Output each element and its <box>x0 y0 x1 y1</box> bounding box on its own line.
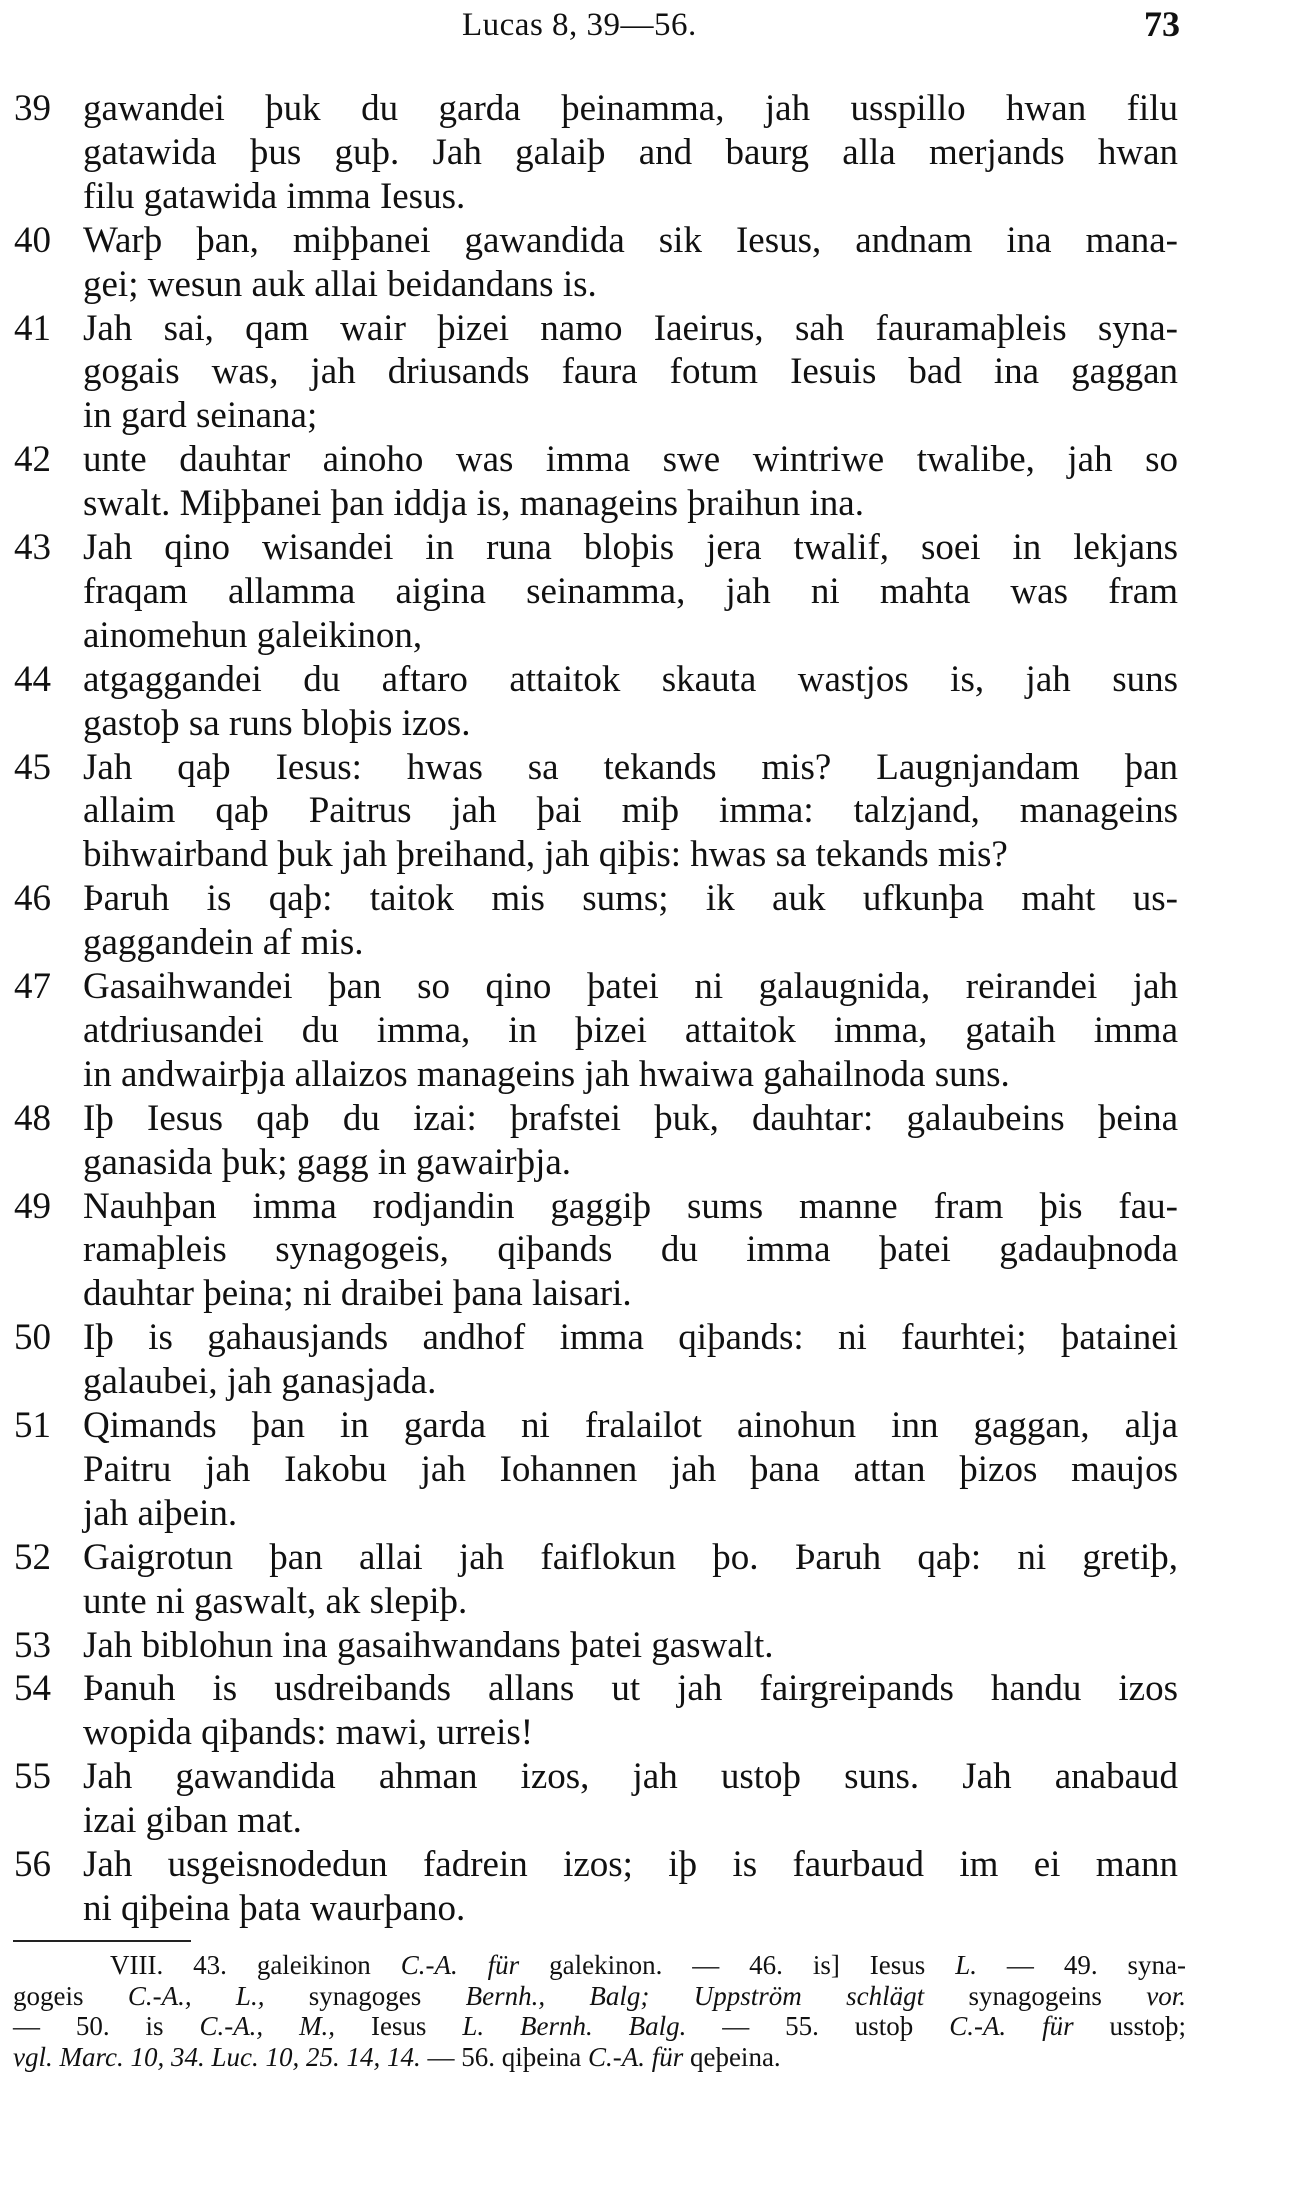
verse-line-text: ganasida þuk; gagg in gawairþja. <box>83 1141 572 1183</box>
verse-line-text: Jah usgeisnodedun fadrein izos; iþ is faurbaud im ei mann <box>83 1844 1178 1885</box>
footnote-text: galekinon. — 46. is] Iesus <box>519 1950 956 1980</box>
verse-line <box>0 1404 1304 1448</box>
verse-number: 44 <box>14 658 51 700</box>
verse-number: 45 <box>14 746 51 788</box>
verse-line <box>0 1755 1304 1799</box>
verse-line-text: jah aiþein. <box>83 1492 238 1534</box>
verse-line <box>0 1887 1304 1931</box>
verse-line <box>0 1185 1304 1229</box>
verse-line <box>0 438 1304 482</box>
verse-line <box>0 394 1304 438</box>
footnote-siglum: C.-A., M., <box>199 2011 336 2041</box>
verse-line-text: gogais was, jah driusands faura fotum Iesuis bad ina gaggan <box>83 351 1178 393</box>
verse-number: 54 <box>14 1668 51 1710</box>
verse-line <box>0 350 1304 394</box>
verse-line <box>0 789 1304 833</box>
verse-line <box>0 1799 1304 1843</box>
footnote-siglum: L. Bernh. Balg. <box>462 2011 687 2041</box>
verse-line <box>0 746 1304 790</box>
verse-line <box>0 1624 1304 1668</box>
verse-line <box>0 1536 1304 1580</box>
verse-line-text: Jah biblohun ina gasaihwandans þatei gaswalt. <box>83 1624 774 1666</box>
footnote-siglum: vgl. Marc. 10, 34. Luc. 10, 25. 14, 14. <box>13 2041 421 2072</box>
footnote-line <box>13 1981 1186 2011</box>
footnote-siglum: C.-A. für <box>587 2041 684 2072</box>
verse-line <box>0 87 1304 131</box>
verse-line-text: Iþ Iesus qaþ du izai: þrafstei þuk, dauhtar: galaubeins þeina <box>83 1097 1178 1139</box>
verse-number: 49 <box>14 1185 51 1227</box>
verse-line <box>0 1272 1304 1316</box>
footnote-text: synagoges <box>264 1980 466 2011</box>
footnote-text: usstoþ; <box>1073 2011 1186 2041</box>
footnote-siglum: vor. <box>1146 1980 1187 2011</box>
verse-line <box>0 131 1304 175</box>
footnote-text: Iesus <box>335 2011 463 2041</box>
verse-line-text: gei; wesun auk allai beidandans is. <box>83 263 597 305</box>
verse-line-text: in andwairþja allaizos manageins jah hwaiwa gahailnoda suns. <box>83 1053 1010 1095</box>
verse-line-text: fraqam allamma aigina seinamma, jah ni mahta was fram <box>83 570 1178 612</box>
footnote-text: VIII. 43. galeikinon <box>110 1950 401 1980</box>
footnote-siglum: C.-A. für <box>400 1950 520 1980</box>
verse-line-text: filu gatawida imma Iesus. <box>83 175 466 217</box>
verse-line <box>0 1228 1304 1272</box>
verse-line-text: ni qiþeina þata waurþano. <box>83 1887 466 1929</box>
verse-line-text: swalt. Miþþanei þan iddja is, manageins þraihun ina. <box>83 483 864 525</box>
footnote-line <box>13 2011 1186 2041</box>
verse-number: 43 <box>14 527 51 568</box>
footnote-text: — 56. qiþeina <box>420 2041 588 2072</box>
verse-line-text: Jah gawandida ahman izos, jah ustoþ suns. Jah anabaud <box>83 1756 1178 1798</box>
verse-number: 42 <box>14 439 51 481</box>
verse-line <box>0 1360 1304 1404</box>
footnote-text: gogeis <box>13 1980 128 2011</box>
footnote-siglum: C.-A., L., <box>127 1980 265 2011</box>
verse-line <box>0 1492 1304 1536</box>
verse-number: 50 <box>14 1317 51 1359</box>
footnote-siglum: Bernh., Balg; Uppström schlägt <box>465 1980 925 2011</box>
verse-number: 53 <box>14 1624 51 1666</box>
verse-line-text: allaim qaþ Paitrus jah þai miþ imma: talzjand, manageins <box>83 790 1178 832</box>
verse-line <box>0 307 1304 351</box>
verse-line-text: atdriusandei du imma, in þizei attaitok imma, gataih imma <box>83 1009 1178 1051</box>
verse-line <box>0 833 1304 877</box>
verse-line <box>0 1711 1304 1755</box>
verse-line-text: ainomehun galeikinon, <box>83 614 423 656</box>
verse-line-text: dauhtar þeina; ni draibei þana laisari. <box>83 1273 632 1315</box>
verse-line <box>0 658 1304 702</box>
verse-line <box>0 482 1304 526</box>
verse-number: 56 <box>14 1844 51 1885</box>
verse-number: 52 <box>14 1536 51 1578</box>
verse-line-text: Paitru jah Iakobu jah Iohannen jah þana attan þizos maujos <box>83 1448 1178 1490</box>
verse-line-text: atgaggandei du aftaro attaitok skauta wastjos is, jah suns <box>83 658 1178 700</box>
verse-line <box>0 1141 1304 1185</box>
page-number: 73 <box>1144 4 1180 44</box>
verse-line-text: wopida qiþands: mawi, urreis! <box>83 1712 534 1754</box>
running-title: Lucas 8, 39—56. <box>462 7 697 43</box>
verse-line <box>0 1009 1304 1053</box>
verse-number: 40 <box>14 219 51 261</box>
verse-line <box>0 614 1304 658</box>
footnote-text: — 49. syna- <box>976 1950 1186 1980</box>
verse-line-text: Þaruh is qaþ: taitok mis sums; ik auk ufkunþa maht us- <box>83 878 1178 920</box>
footnote-text: — 50. is <box>13 2011 200 2041</box>
verse-line <box>0 1053 1304 1097</box>
footnote-text: synagogeins <box>924 1980 1147 2011</box>
verse-line <box>0 570 1304 614</box>
verse-line-text: gaggandein af mis. <box>83 922 364 964</box>
verse-line-text: Gasaihwandei þan so qino þatei ni galaugnida, reirandei jah <box>83 966 1178 1007</box>
verse-number: 41 <box>14 307 51 349</box>
verse-number: 39 <box>14 88 51 129</box>
verse-line-text: Iþ is gahausjands andhof imma qiþands: ni faurhtei; þatainei <box>83 1317 1178 1359</box>
verse-line-text: Warþ þan, miþþanei gawandida sik Iesus, andnam ina mana- <box>83 219 1178 261</box>
footnote-siglum: C.-A. für <box>949 2011 1074 2041</box>
verse-line-text: Qimands þan in garda ni fralailot ainohun inn gaggan, alja <box>83 1405 1178 1446</box>
verse-line <box>0 921 1304 965</box>
footnote-siglum: L. <box>955 1950 977 1980</box>
verse-line <box>0 1097 1304 1141</box>
verse-line-text: Jah sai, qam wair þizei namo Iaeirus, sah fauramaþleis syna- <box>83 307 1178 349</box>
verse-line-text: ramaþleis synagogeis, qiþands du imma þatei gadauþnoda <box>83 1229 1178 1271</box>
verse-number: 55 <box>14 1756 51 1798</box>
verse-line <box>0 263 1304 307</box>
footnote-line <box>13 2042 1186 2072</box>
footnote-line <box>110 1950 1186 1980</box>
verse-number: 51 <box>14 1405 51 1446</box>
verse-line-text: Jah qino wisandei in runa bloþis jera twalif, soei in lekjans <box>83 527 1178 568</box>
verse-number: 48 <box>14 1097 51 1139</box>
verse-line <box>0 965 1304 1009</box>
verse-number: 47 <box>14 966 51 1007</box>
verse-line <box>0 702 1304 746</box>
verse-number: 46 <box>14 878 51 920</box>
verse-line-text: Jah qaþ Iesus: hwas sa tekands mis? Laugnjandam þan <box>83 746 1178 788</box>
verse-line <box>0 219 1304 263</box>
verse-line-text: in gard seinana; <box>83 395 318 437</box>
footnote-divider <box>13 1940 191 1942</box>
verse-line-text: gastoþ sa runs bloþis izos. <box>83 702 471 744</box>
verse-line-text: gawandei þuk du garda þeinamma, jah usspillo hwan filu <box>83 88 1178 129</box>
verse-line <box>0 1316 1304 1360</box>
verse-line-text: Nauhþan imma rodjandin gaggiþ sums manne fram þis fau- <box>83 1185 1178 1227</box>
verse-line-text: unte dauhtar ainoho was imma swe wintriwe twalibe, jah so <box>83 439 1178 481</box>
footnote-text: — 55. ustoþ <box>686 2011 950 2041</box>
verse-line-text: Gaigrotun þan allai jah faiflokun þo. Þaruh qaþ: ni gretiþ, <box>83 1536 1178 1578</box>
verse-line <box>0 1667 1304 1711</box>
verse-line-text: izai giban mat. <box>83 1800 302 1842</box>
verse-line <box>0 877 1304 921</box>
verse-line <box>0 175 1304 219</box>
verse-line <box>0 526 1304 570</box>
verse-line <box>0 1843 1304 1887</box>
verse-line <box>0 1448 1304 1492</box>
verse-line-text: gatawida þus guþ. Jah galaiþ and baurg alla merjands hwan <box>83 131 1178 173</box>
verse-line-text: bihwairband þuk jah þreihand, jah qiþis: hwas sa tekands mis? <box>83 834 1008 876</box>
footnote-text: qeþeina. <box>683 2041 781 2072</box>
verse-line-text: Þanuh is usdreibands allans ut jah fairgreipands handu izos <box>83 1668 1178 1710</box>
verse-line-text: galaubei, jah ganasjada. <box>83 1361 437 1403</box>
verse-line <box>0 1580 1304 1624</box>
verse-line-text: unte ni gaswalt, ak slepiþ. <box>83 1580 468 1622</box>
